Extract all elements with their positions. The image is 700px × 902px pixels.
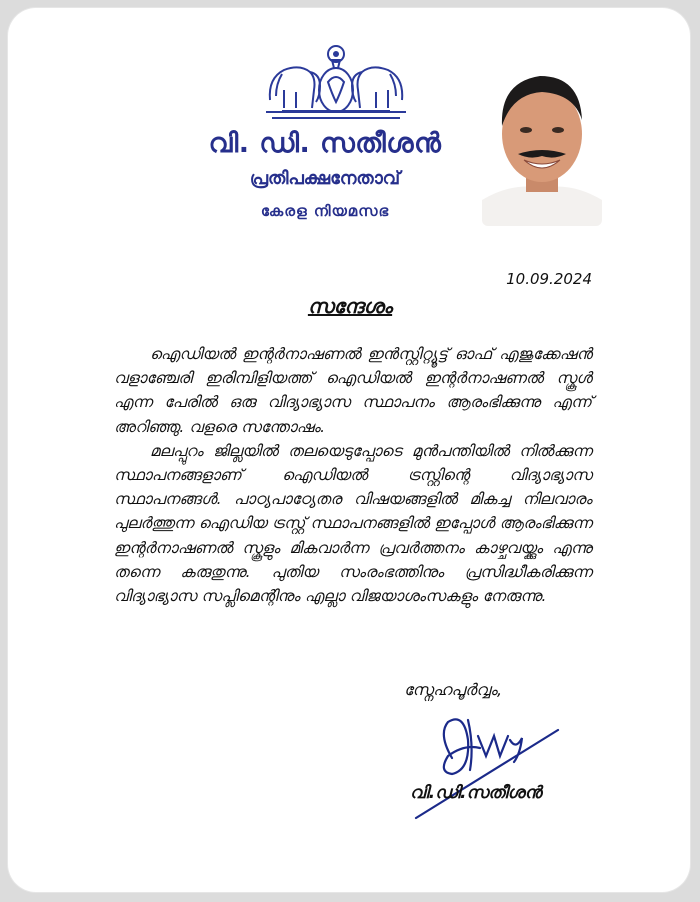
portrait-photo — [482, 60, 602, 226]
letter-heading: സന്ദേശം — [307, 294, 393, 318]
letterhead-name: വി. ഡി. സതീശൻ — [208, 128, 442, 159]
kerala-emblem-icon — [262, 38, 410, 124]
letter-date: 10.09.2024 — [506, 270, 592, 288]
closing-salutation: സ്നേഹപൂർവ്വം, — [404, 680, 503, 699]
letterhead-title: പ്രതിപക്ഷനേതാവ് — [249, 168, 401, 189]
signatory-name: വി.ഡി.സതീശൻ — [410, 783, 542, 803]
body-paragraph: മലപ്പുറം ജില്ലയിൽ തലയെടുപ്പോടെ മുൻപന്തിയിൽ നിൽക്കുന്ന സ്ഥാപനങ്ങളാണ് ഐഡിയൽ ട്രസ്റ്റിന്റെ വിദ്യാഭ്യാസ സ്ഥാപനങ്ങൾ. പാഠ്യപാഠ്യേതര വിഷയങ്ങളിൽ മികച്ച നിലവാരം പുലർത്തുന്ന ഐഡിയ ട്രസ്റ്റ് സ്ഥാപനങ്ങളിൽ ഇപ്പോൾ ആരംഭിക്കുന്ന ഇന്റർനാഷണൽ സ്കൂളും മികവാർന്ന പ്രവർത്തനം കാഴ്ചവയ്ക്കും എന്നു തന്നെ കരുതുന്നു. പുതിയ സംരംഭത്തിനും പ്രസിദ്ധീകരിക്കുന്ന വിദ്യാഭ്യാസ സപ്ലിമെന്റിനും എല്ലാ വിജയാശംസകളും നേരുന്നു. — [114, 441, 592, 606]
letter-body — [114, 342, 592, 608]
body-paragraph: ഐഡിയൽ ഇന്റർനാഷണൽ ഇൻസ്റ്റിറ്റ്യൂട്ട് ഓഫ് എജുക്കേഷൻ വളാഞ്ചേരി ഇരിമ്പിളിയത്ത് ഐഡിയൽ ഇന്റർനാഷണൽ സ്കൂൾ എന്ന പേരിൽ ഒരു വിദ്യാഭ്യാസ സ്ഥാപനം ആരംഭിക്കുന്നു എന്ന് അറിഞ്ഞു. വളരെ സന്തോഷം. — [114, 345, 592, 436]
letterhead-assembly: കേരള നിയമസഭ — [260, 202, 390, 220]
